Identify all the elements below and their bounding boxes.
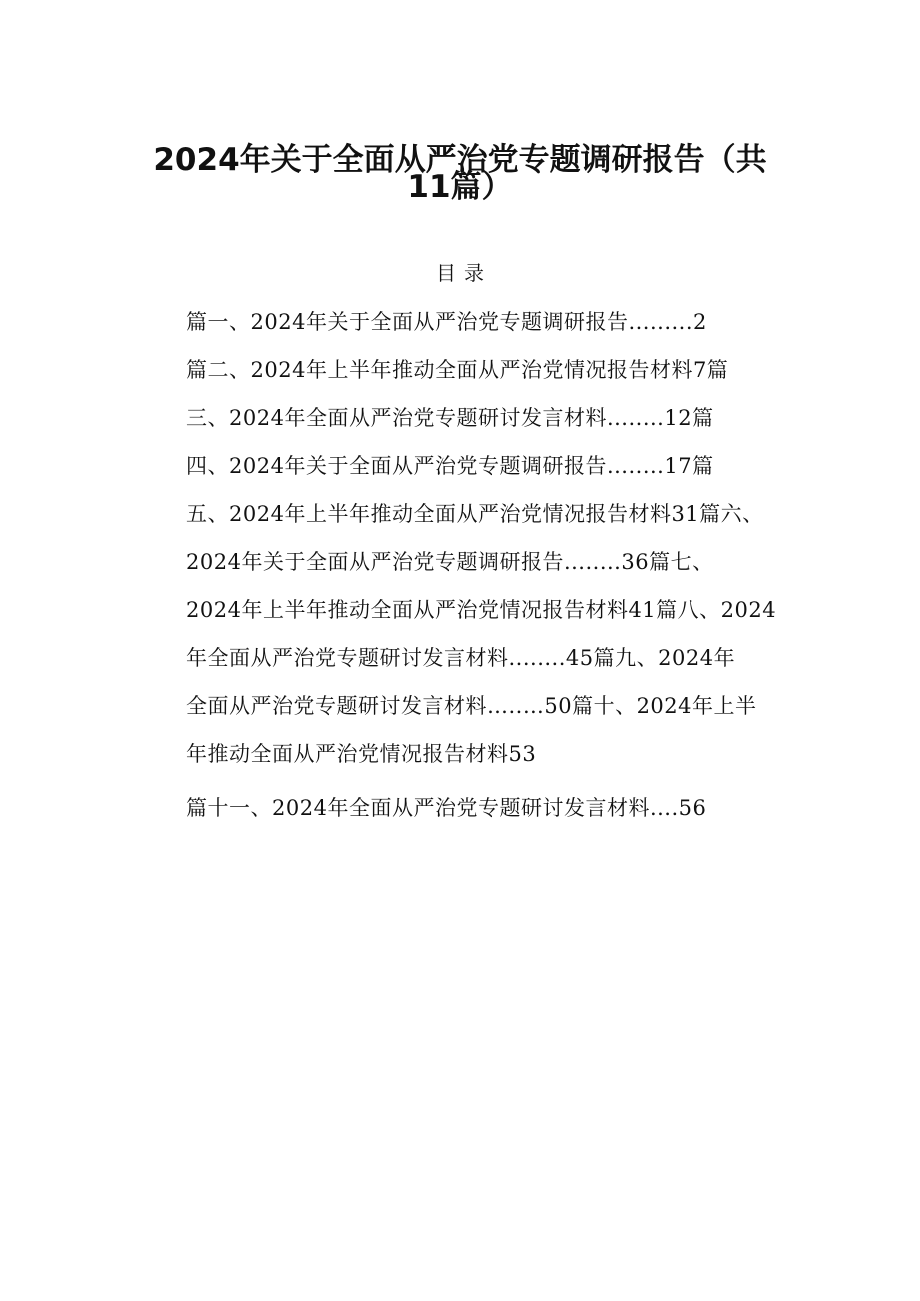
toc-line: 五、2024年上半年推动全面从严治党情况报告材料31篇六、	[186, 502, 764, 526]
toc-line: 2024年关于全面从严治党专题调研报告........36篇七、	[186, 550, 714, 574]
toc-line: 四、2024年关于全面从严治党专题调研报告........17篇	[186, 454, 714, 478]
toc-line: 2024年上半年推动全面从严治党情况报告材料41篇八、2024	[186, 598, 777, 622]
toc-line: 篇一、2024年关于全面从严治党专题调研报告.........2	[186, 310, 707, 334]
toc-line: 年推动全面从严治党情况报告材料53	[186, 742, 537, 766]
toc-line: 三、2024年全面从严治党专题研讨发言材料........12篇	[186, 406, 714, 430]
document-title-line-2: 11篇）	[407, 169, 513, 205]
toc-line: 篇二、2024年上半年推动全面从严治党情况报告材料7篇	[186, 358, 729, 382]
toc-heading: 目录	[436, 261, 492, 285]
toc-line: 全面从严治党专题研讨发言材料…..…50篇十、2024年上半	[186, 694, 757, 718]
document-title-line-1: 2024年关于全面从严治党专题调研报告（共	[153, 142, 767, 178]
toc-line: 年全面从严治党专题研讨发言材料........45篇九、2024年	[186, 646, 736, 670]
toc-line: 篇十一、2024年全面从严治党专题研讨发言材料....56	[186, 796, 707, 820]
